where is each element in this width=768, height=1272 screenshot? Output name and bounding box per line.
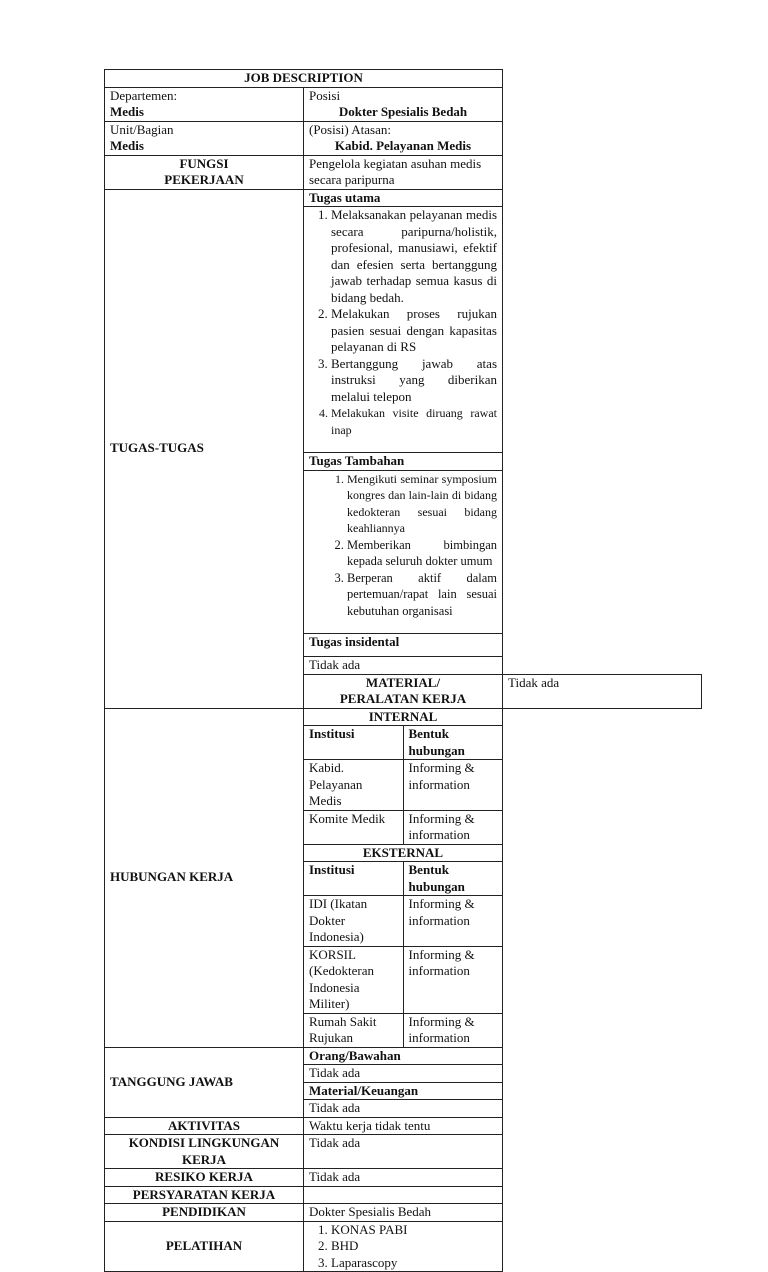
list-item: 2. BHD [331, 1238, 497, 1255]
bentuk-cell: Informing & information [403, 810, 502, 844]
table-row [304, 946, 502, 1013]
hubungan-table [304, 709, 502, 1047]
kondisi-label-line2: KERJA [181, 1151, 227, 1167]
persyaratan-label: PERSYARATAN KERJA [105, 1186, 304, 1204]
hubungan-cell [304, 708, 503, 1047]
hubungan-label: HUBUNGAN KERJA [105, 708, 304, 1047]
list-item: 3. Berperan aktif dalam pertemuan/rapat lain sesuai kebutuhan organisasi [347, 570, 497, 620]
orang-title: Orang/Bawahan [304, 1047, 503, 1065]
tugas-utama-title: Tugas utama [304, 189, 503, 207]
tugas-tambahan-list [309, 471, 497, 620]
departemen-cell [105, 87, 304, 121]
eksternal-col-bentuk: Bentuk hubungan [403, 862, 502, 896]
institusi-cell: Kabid. Pelayanan Medis [304, 760, 403, 811]
pendidikan-value: Dokter Spesialis Bedah [304, 1204, 503, 1222]
aktivitas-label: AKTIVITAS [105, 1117, 304, 1135]
pendidikan-label: PENDIDIKAN [105, 1204, 304, 1222]
institusi-cell: IDI (Ikatan Dokter Indonesia) [304, 896, 403, 947]
kondisi-label-line1: KONDISI LINGKUNGAN [128, 1135, 280, 1150]
unit-cell [105, 121, 304, 155]
internal-col-bentuk: Bentuk hubungan [403, 726, 502, 760]
unit-value: Medis [110, 138, 144, 153]
list-item: 4. Melakukan visite diruang rawat inap [331, 405, 497, 438]
tugas-utama-cell [304, 207, 503, 453]
fungsi-label-cell [105, 155, 304, 189]
list-item: 1. Melaksanakan pelayanan medis secara paripurna/holistik, profesional, manusiawi, efektif dan efesien serta bertanggung jawab terhadap semua kasus di bidang bedah. [331, 207, 497, 306]
fungsi-label-line1: FUNGSI [179, 155, 229, 171]
posisi-cell [304, 87, 503, 121]
pelatihan-label: PELATIHAN [105, 1221, 304, 1272]
departemen-label: Departemen: [110, 87, 178, 103]
orang-value: Tidak ada [304, 1065, 503, 1083]
material-label-cell [304, 674, 503, 708]
tugas-insidental-value: Tidak ada [304, 657, 503, 675]
atasan-cell [304, 121, 503, 155]
unit-label: Unit/Bagian [110, 121, 174, 137]
material-keuangan-title: Material/Keuangan [304, 1082, 503, 1100]
list-item: 3. Bertanggung jawab atas instruksi yang diberikan melalui telepon [331, 356, 497, 406]
atasan-label: (Posisi) Atasan: [309, 121, 391, 137]
material-value: Tidak ada [503, 674, 702, 708]
list-item: 1. Mengikuti seminar symposium kongres dan lain-lain di bidang kedokteran sesuai bidang keahliannya [347, 471, 497, 537]
document-title: JOB DESCRIPTION [105, 70, 503, 88]
list-item: 2. Memberikan bimbingan kepada seluruh dokter umum [347, 537, 497, 570]
list-item: 2. Melakukan proses rujukan pasien sesuai dengan kapasitas pelayanan di RS [331, 306, 497, 356]
kondisi-value: Tidak ada [304, 1135, 503, 1169]
departemen-value: Medis [110, 104, 144, 119]
atasan-value: Kabid. Pelayanan Medis [334, 138, 472, 153]
table-row [304, 760, 502, 811]
bentuk-cell: Informing & information [403, 946, 502, 1013]
table-row [304, 810, 502, 844]
posisi-label: Posisi [309, 87, 341, 103]
list-item: 1. KONAS PABI [331, 1222, 497, 1239]
table-row [304, 896, 502, 947]
tugas-tambahan-title: Tugas Tambahan [304, 453, 503, 471]
resiko-value: Tidak ada [304, 1169, 503, 1187]
fungsi-label-line2: PEKERJAAN [164, 172, 244, 187]
persyaratan-value [304, 1186, 503, 1204]
job-description-document [104, 69, 702, 1272]
tugas-label: TUGAS-TUGAS [105, 189, 304, 708]
tugas-utama-list [309, 207, 497, 438]
list-item: 3. Laparascopy [331, 1255, 497, 1272]
job-description-table [104, 69, 702, 1272]
bentuk-cell: Informing & information [403, 760, 502, 811]
internal-title: INTERNAL [304, 709, 502, 726]
aktivitas-value: Waktu kerja tidak tentu [304, 1117, 503, 1135]
pelatihan-list [309, 1222, 497, 1272]
posisi-value: Dokter Spesialis Bedah [338, 104, 468, 119]
kondisi-label-cell [105, 1135, 304, 1169]
material-label-line2: PERALATAN KERJA [339, 691, 467, 706]
institusi-cell: Komite Medik [304, 810, 403, 844]
tugas-tambahan-cell [304, 470, 503, 634]
material-label-line1: MATERIAL/ [365, 674, 441, 690]
institusi-cell: KORSIL (Kedokteran Indonesia Militer) [304, 946, 403, 1013]
tugas-insidental-title: Tugas insidental [304, 634, 503, 657]
tanggung-jawab-label: TANGGUNG JAWAB [105, 1047, 304, 1117]
bentuk-cell: Informing & information [403, 896, 502, 947]
internal-col-institusi: Institusi [304, 726, 403, 760]
fungsi-value: Pengelola kegiatan asuhan medis secara paripurna [304, 155, 503, 189]
bentuk-cell: Informing & information [403, 1013, 502, 1047]
eksternal-col-institusi: Institusi [304, 862, 403, 896]
pelatihan-cell [304, 1221, 503, 1272]
institusi-cell: Rumah Sakit Rujukan [304, 1013, 403, 1047]
eksternal-title: EKSTERNAL [304, 844, 502, 862]
resiko-label: RESIKO KERJA [105, 1169, 304, 1187]
table-row [304, 1013, 502, 1047]
material-keuangan-value: Tidak ada [304, 1100, 503, 1118]
